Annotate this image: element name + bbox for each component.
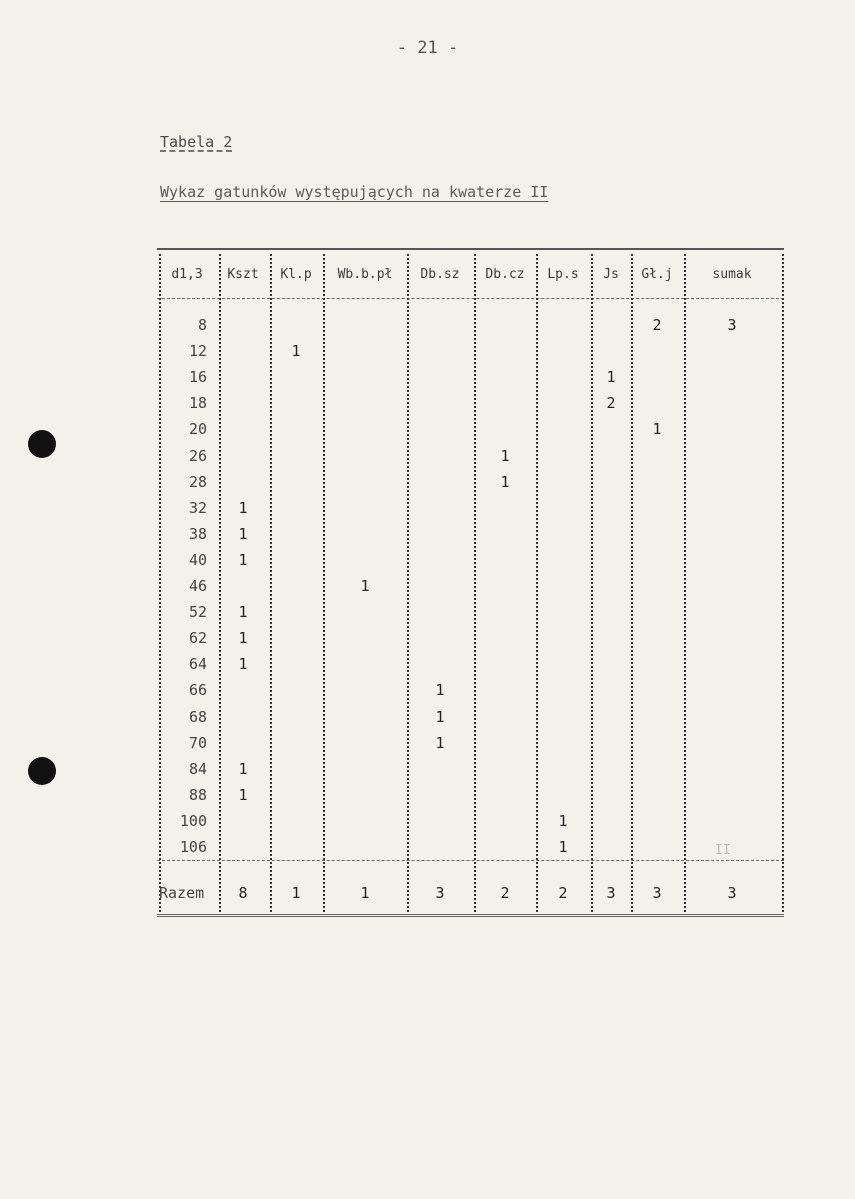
count-cell: 1 — [291, 342, 301, 361]
diameter-cell: 66 — [188, 681, 207, 700]
column-separator — [631, 254, 633, 912]
table-bottom-rule — [157, 914, 784, 917]
column-separator — [407, 254, 409, 912]
diameter-cell: 32 — [188, 498, 207, 517]
column-separator — [684, 254, 686, 912]
count-cell: 1 — [238, 603, 248, 622]
total-cell: 8 — [238, 884, 248, 903]
total-cell: 3 — [727, 884, 737, 903]
count-cell: 2 — [606, 394, 616, 413]
column-header: Js — [603, 267, 619, 282]
column-separator — [219, 254, 221, 912]
count-cell: 1 — [238, 759, 248, 778]
count-cell: 1 — [238, 655, 248, 674]
diameter-cell: 70 — [188, 733, 207, 752]
corrector-mark: II — [715, 843, 731, 859]
diameter-cell: 8 — [197, 316, 207, 334]
count-cell: 2 — [652, 316, 662, 334]
count-cell: 1 — [500, 446, 510, 465]
column-separator — [159, 254, 161, 912]
table-subtitle: Wykaz gatunków występujących na kwaterze II — [160, 183, 549, 201]
total-cell: 3 — [606, 884, 616, 903]
body-bottom-rule — [157, 860, 784, 861]
count-cell: 1 — [500, 472, 510, 491]
count-cell: 1 — [652, 420, 662, 439]
column-separator — [536, 254, 538, 912]
diameter-cell: 106 — [179, 838, 207, 856]
column-separator — [270, 254, 272, 912]
count-cell: 1 — [558, 838, 568, 856]
count-cell: 1 — [435, 707, 445, 726]
total-cell: 2 — [558, 884, 568, 903]
diameter-cell: 12 — [188, 342, 207, 361]
column-header: Wb.b.pł — [337, 267, 393, 282]
diameter-cell: 100 — [179, 811, 207, 830]
total-cell: 3 — [652, 884, 662, 903]
column-separator — [591, 254, 593, 912]
count-cell: 1 — [435, 681, 445, 700]
diameter-cell: 68 — [188, 707, 207, 726]
diameter-cell: 16 — [188, 368, 207, 387]
column-separator — [323, 254, 325, 912]
diameter-cell: 40 — [188, 550, 207, 569]
diameter-cell: 52 — [188, 603, 207, 622]
count-cell: 1 — [238, 629, 248, 648]
total-cell: 3 — [435, 884, 445, 903]
column-header: Lp.s — [547, 267, 579, 282]
column-separator — [782, 254, 784, 912]
count-cell: 1 — [360, 577, 370, 595]
total-cell: 1 — [291, 884, 301, 903]
diameter-cell: 84 — [188, 759, 207, 778]
count-cell: 3 — [727, 316, 737, 334]
column-header: Kszt — [227, 267, 259, 282]
column-header: d1,3 — [171, 267, 203, 282]
totals-label: Razem — [159, 884, 205, 903]
count-cell: 1 — [435, 733, 445, 752]
diameter-cell: 28 — [188, 472, 207, 491]
punch-hole-top — [28, 430, 56, 458]
column-header: Db.sz — [420, 267, 460, 282]
table-top-rule — [157, 248, 784, 250]
diameter-cell: 20 — [188, 420, 207, 439]
diameter-cell: 46 — [188, 577, 207, 595]
column-header: Kl.p — [280, 267, 312, 282]
diameter-cell: 26 — [188, 446, 207, 465]
column-separator — [474, 254, 476, 912]
diameter-cell: 38 — [188, 524, 207, 543]
page-number: - 21 - — [396, 38, 459, 58]
total-cell: 1 — [360, 884, 370, 903]
count-cell: 1 — [238, 498, 248, 517]
count-cell: 1 — [238, 785, 248, 804]
diameter-cell: 18 — [188, 394, 207, 413]
diameter-cell: 64 — [188, 655, 207, 674]
table-title: Tabela 2 — [160, 133, 233, 151]
diameter-cell: 88 — [188, 785, 207, 804]
diameter-cell: 62 — [188, 629, 207, 648]
punch-hole-bottom — [28, 757, 56, 785]
count-cell: 1 — [558, 811, 568, 830]
count-cell: 1 — [606, 368, 616, 387]
total-cell: 2 — [500, 884, 510, 903]
column-header: sumak — [712, 267, 752, 282]
count-cell: 1 — [238, 550, 248, 569]
header-rule — [157, 298, 784, 299]
column-header: Gł.j — [641, 267, 673, 282]
column-header: Db.cz — [485, 267, 525, 282]
count-cell: 1 — [238, 524, 248, 543]
